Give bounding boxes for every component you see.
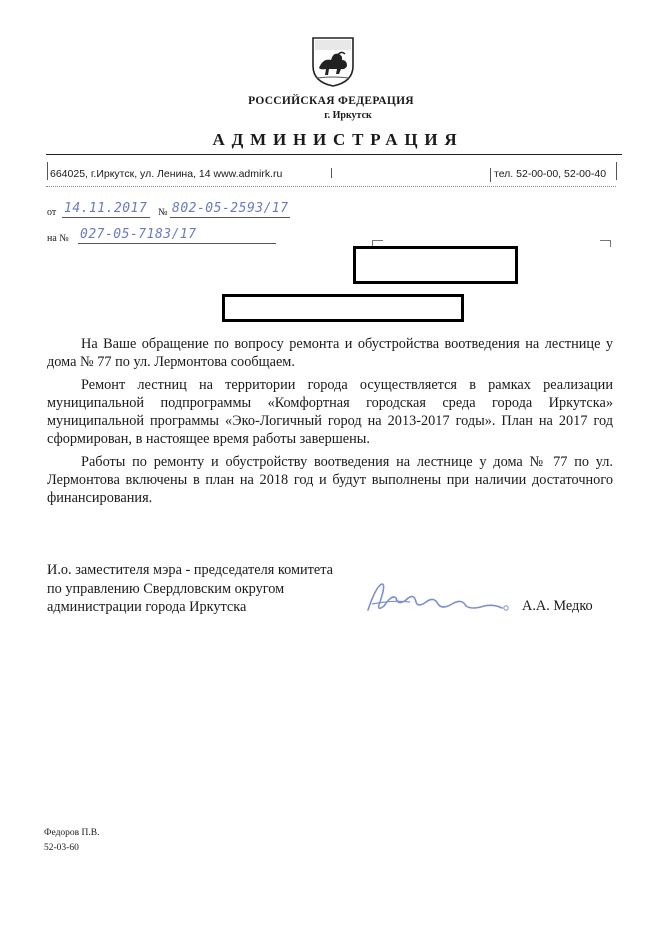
signatory-name: А.А. Медко: [522, 598, 593, 614]
date-value: 14.11.2017: [64, 201, 148, 216]
phone-bracket-right: [616, 162, 617, 180]
redacted-addressee-name: [353, 246, 518, 284]
phone-bracket-left: [490, 168, 491, 182]
phone-line: тел. 52-00-00, 52-00-40: [494, 168, 607, 180]
address-bracket-left: [47, 162, 48, 180]
executor-phone: 52-03-60: [44, 843, 79, 853]
reference-label: на №: [47, 233, 69, 244]
number-value: 802-05-2593/17: [172, 201, 289, 216]
paragraph-2: Ремонт лестниц на территории города осуществляется в рамках реализации муниципальной подпрограммы «Комфортная городская среда города Иркутска» муниципальной программы «Эко-Логичный город на 2013-2017 годы». План на 2017 год сформирован, в настоящее время работы завершены.: [47, 376, 613, 448]
executor-name: Федоров П.В.: [44, 828, 100, 838]
signatory-position: [47, 561, 333, 617]
city-name: г. Иркутск: [324, 110, 372, 121]
paragraph-1: На Ваше обращение по вопросу ремонта и обустройства воотведения на лестнице у дома № 77 по ул. Лермонтова сообщаем.: [47, 336, 613, 371]
administration-title: АДМИНИСТРАЦИЯ: [212, 130, 464, 149]
position-line-1: И.о. заместителя мэра - председателя комитета: [47, 562, 334, 578]
number-label: №: [158, 207, 168, 218]
country-name: РОССИЙСКАЯ ФЕДЕРАЦИЯ: [248, 95, 414, 107]
addressee-corner-right: [600, 240, 611, 247]
address-line: 664025, г.Иркутск, ул. Ленина, 14 www.admirk.ru: [50, 168, 283, 180]
position-line-2: по управлению Свердловским округом: [47, 580, 285, 597]
address-separator: [331, 168, 332, 178]
date-label: от: [47, 207, 57, 218]
executor-info: [44, 826, 100, 856]
coat-of-arms-icon: [311, 36, 355, 88]
redacted-addressee-address: [222, 294, 464, 322]
header-divider: [46, 154, 622, 155]
position-line-3: администрации города Иркутска: [47, 599, 247, 615]
reference-value: 027-05-7183/17: [80, 227, 197, 242]
handwritten-signature: [362, 576, 512, 620]
paragraph-3: Работы по ремонту и обустройству воотведения на лестнице у дома № 77 по ул. Лермонтова включены в план на 2018 год и будут выполнены при наличии достаточного финансирования.: [47, 453, 613, 507]
address-divider: [46, 186, 616, 187]
letter-body: [47, 335, 613, 512]
